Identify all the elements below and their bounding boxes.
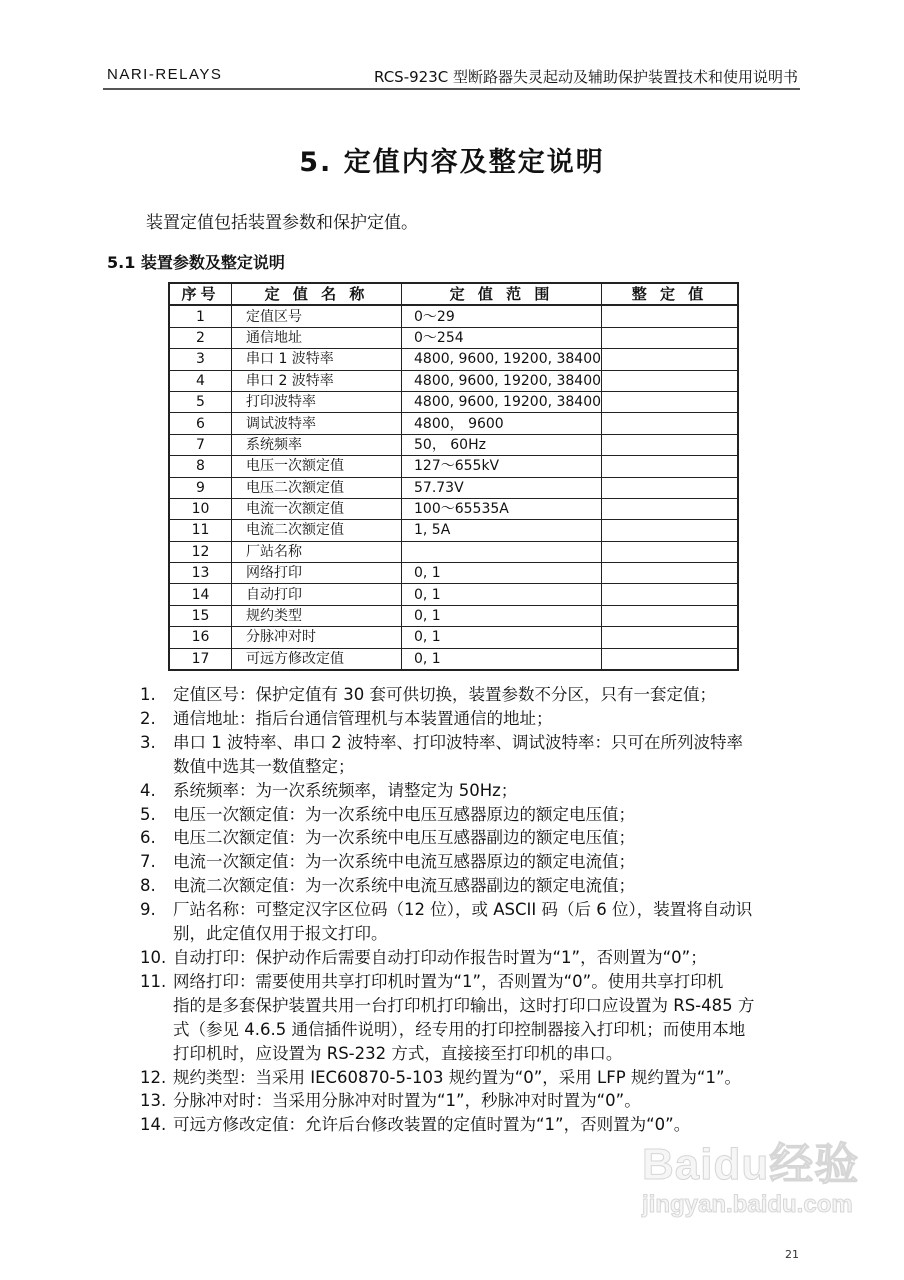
note-text-line: 别，此定值仅用于报文打印。 bbox=[173, 924, 388, 944]
note-item bbox=[140, 826, 754, 850]
note-text-line: 通信地址：指后台通信管理机与本装置通信的地址； bbox=[173, 708, 553, 728]
setting-value bbox=[602, 541, 738, 562]
note-number: 12. bbox=[140, 1067, 167, 1087]
setting-value bbox=[602, 627, 738, 648]
row-number: 3 bbox=[169, 349, 232, 370]
note-item bbox=[140, 850, 754, 874]
table-row bbox=[169, 584, 738, 605]
note-item bbox=[140, 898, 754, 946]
note-number: 1. bbox=[140, 685, 156, 704]
note-number: 14. bbox=[140, 1115, 167, 1135]
setting-name: 自动打印 bbox=[232, 584, 402, 605]
setting-value bbox=[602, 520, 738, 541]
header-divider bbox=[103, 88, 800, 90]
note-text bbox=[173, 803, 635, 827]
note-text bbox=[173, 731, 743, 779]
column-header: 序号 bbox=[169, 283, 232, 305]
setting-value bbox=[602, 391, 738, 412]
setting-value bbox=[602, 370, 738, 391]
row-number: 12 bbox=[169, 541, 232, 562]
column-header: 定 值 范 围 bbox=[402, 283, 602, 305]
row-number: 4 bbox=[169, 370, 232, 391]
setting-name: 定值区号 bbox=[232, 305, 402, 327]
watermark-url: jingyan.baidu.com bbox=[642, 1190, 853, 1218]
note-number: 9. bbox=[140, 900, 156, 920]
setting-range: 0～254 bbox=[402, 327, 602, 348]
note-number: 11. bbox=[140, 971, 167, 991]
note-text-line: 打印机时，应设置为 RS-232 方式，直接接至打印机的串口。 bbox=[173, 1043, 623, 1063]
note-text-line: 电流一次额定值：为一次系统中电流互感器原边的额定电流值； bbox=[173, 852, 635, 872]
note-number: 10. bbox=[140, 947, 167, 967]
row-number: 8 bbox=[169, 456, 232, 477]
note-text-line: 电压二次额定值：为一次系统中电压互感器副边的额定电压值； bbox=[173, 828, 635, 848]
intro-paragraph: 装置定值包括装置参数和保护定值。 bbox=[146, 213, 418, 233]
note-item bbox=[140, 1066, 754, 1090]
note-text bbox=[173, 707, 553, 731]
note-text-line: 电流二次额定值：为一次系统中电流互感器副边的额定电流值； bbox=[173, 876, 635, 896]
note-item bbox=[140, 707, 754, 731]
setting-name: 电压二次额定值 bbox=[232, 477, 402, 498]
column-header: 整 定 值 bbox=[602, 283, 738, 305]
note-number: 8. bbox=[140, 876, 156, 896]
setting-range: 0, 1 bbox=[402, 563, 602, 584]
chapter-title: 5. 定值内容及整定说明 bbox=[299, 147, 605, 178]
note-text-line: 式（参见 4.6.5 通信插件说明），经专用的打印控制器接入打印机；而使用本地 bbox=[173, 1019, 746, 1039]
setting-range: 0, 1 bbox=[402, 648, 602, 670]
note-text bbox=[173, 874, 635, 898]
table-row bbox=[169, 648, 738, 670]
notes-list bbox=[140, 683, 754, 1137]
row-number: 2 bbox=[169, 327, 232, 348]
note-item bbox=[140, 683, 754, 707]
setting-name: 通信地址 bbox=[232, 327, 402, 348]
setting-name: 系统频率 bbox=[232, 434, 402, 455]
note-text-line: 串口 1 波特率、串口 2 波特率、打印波特率、调试波特率：只可在所列波特率 bbox=[173, 732, 743, 752]
table-row bbox=[169, 541, 738, 562]
setting-range: 0, 1 bbox=[402, 584, 602, 605]
note-text-line: 厂站名称：可整定汉字区位码（12 位），或 ASCII 码（后 6 位），装置将自动识 bbox=[173, 900, 753, 920]
note-item bbox=[140, 1089, 754, 1113]
setting-value bbox=[602, 434, 738, 455]
note-text bbox=[173, 1113, 690, 1137]
note-text-line: 系统频率：为一次系统频率，请整定为 50Hz； bbox=[173, 780, 518, 800]
note-text bbox=[173, 826, 635, 850]
note-text-line: 规约类型：当采用 IEC60870-5-103 规约置为“0”，采用 LFP 规约置为“1”。 bbox=[173, 1067, 742, 1087]
note-number: 2. bbox=[140, 708, 156, 728]
setting-value bbox=[602, 349, 738, 370]
row-number: 16 bbox=[169, 627, 232, 648]
setting-value bbox=[602, 305, 738, 327]
row-number: 17 bbox=[169, 648, 232, 670]
setting-value bbox=[602, 477, 738, 498]
setting-range: 100～65535A bbox=[402, 498, 602, 519]
setting-value bbox=[602, 584, 738, 605]
row-number: 9 bbox=[169, 477, 232, 498]
baidu-watermark-logo bbox=[642, 1140, 859, 1218]
note-item bbox=[140, 803, 754, 827]
row-number: 15 bbox=[169, 605, 232, 626]
table-row bbox=[169, 520, 738, 541]
note-text-line: 网络打印：需要使用共享打印机时置为“1”，否则置为“0”。使用共享打印机 bbox=[173, 971, 724, 991]
note-text bbox=[173, 1089, 641, 1113]
row-number: 11 bbox=[169, 520, 232, 541]
setting-name: 调试波特率 bbox=[232, 413, 402, 434]
table-row bbox=[169, 370, 738, 391]
note-number: 3. bbox=[140, 732, 156, 752]
table-row bbox=[169, 563, 738, 584]
setting-range: 127～655kV bbox=[402, 456, 602, 477]
setting-value bbox=[602, 498, 738, 519]
note-text bbox=[173, 970, 754, 1066]
note-number: 5. bbox=[140, 804, 156, 824]
setting-name: 电流二次额定值 bbox=[232, 520, 402, 541]
note-number: 6. bbox=[140, 828, 156, 848]
setting-range: 4800, 9600, 19200, 38400 bbox=[402, 370, 602, 391]
page-number: 21 bbox=[785, 1248, 799, 1261]
note-item bbox=[140, 1113, 754, 1137]
setting-range bbox=[402, 541, 602, 562]
table-row bbox=[169, 413, 738, 434]
note-text bbox=[173, 850, 635, 874]
table-row bbox=[169, 477, 738, 498]
setting-range: 4800, 9600, 19200, 38400 bbox=[402, 391, 602, 412]
note-item bbox=[140, 874, 754, 898]
row-number: 7 bbox=[169, 434, 232, 455]
note-text-line: 分脉冲对时：当采用分脉冲对时置为“1”，秒脉冲对时置为“0”。 bbox=[173, 1091, 641, 1111]
note-item bbox=[140, 731, 754, 779]
column-header: 定 值 名 称 bbox=[232, 283, 402, 305]
row-number: 5 bbox=[169, 391, 232, 412]
header-org: NARI-RELAYS bbox=[107, 66, 223, 83]
table-row bbox=[169, 627, 738, 648]
setting-name: 厂站名称 bbox=[232, 541, 402, 562]
table-row bbox=[169, 456, 738, 477]
header-doc-title: RCS-923C 型断路器失灵起动及辅助保护装置技术和使用说明书 bbox=[374, 68, 798, 86]
row-number: 13 bbox=[169, 563, 232, 584]
note-text-line: 自动打印：保护动作后需要自动打印动作报告时置为“1”，否则置为“0”； bbox=[173, 947, 707, 967]
table-row bbox=[169, 349, 738, 370]
row-number: 14 bbox=[169, 584, 232, 605]
setting-name: 串口 1 波特率 bbox=[232, 349, 402, 370]
row-number: 1 bbox=[169, 305, 232, 327]
setting-name: 规约类型 bbox=[232, 605, 402, 626]
setting-range: 0, 1 bbox=[402, 605, 602, 626]
note-item bbox=[140, 970, 754, 1066]
row-number: 6 bbox=[169, 413, 232, 434]
table-row bbox=[169, 305, 738, 327]
note-number: 4. bbox=[140, 780, 156, 800]
setting-value bbox=[602, 456, 738, 477]
setting-name: 分脉冲对时 bbox=[232, 627, 402, 648]
table-row bbox=[169, 605, 738, 626]
table-row bbox=[169, 434, 738, 455]
setting-value bbox=[602, 605, 738, 626]
setting-value bbox=[602, 563, 738, 584]
table-row bbox=[169, 391, 738, 412]
setting-range: 4800, 9600, 19200, 38400 bbox=[402, 349, 602, 370]
note-text bbox=[173, 779, 517, 803]
setting-name: 电压一次额定值 bbox=[232, 456, 402, 477]
note-text-line: 电压一次额定值：为一次系统中电压互感器原边的额定电压值； bbox=[173, 804, 635, 824]
table-row bbox=[169, 327, 738, 348]
table-row bbox=[169, 498, 738, 519]
note-text bbox=[173, 683, 716, 707]
setting-name: 串口 2 波特率 bbox=[232, 370, 402, 391]
setting-value bbox=[602, 327, 738, 348]
parameter-table bbox=[168, 282, 739, 671]
note-item bbox=[140, 779, 754, 803]
setting-range: 57.73V bbox=[402, 477, 602, 498]
setting-range: 4800， 9600 bbox=[402, 413, 602, 434]
note-item bbox=[140, 946, 754, 970]
table-header-row bbox=[169, 283, 738, 305]
setting-value bbox=[602, 648, 738, 670]
note-text bbox=[173, 946, 707, 970]
note-text bbox=[173, 1066, 741, 1090]
note-text-line: 可远方修改定值：允许后台修改装置的定值时置为“1”，否则置为“0”。 bbox=[173, 1115, 691, 1135]
setting-name: 网络打印 bbox=[232, 563, 402, 584]
note-number: 13. bbox=[140, 1091, 167, 1111]
setting-name: 电流一次额定值 bbox=[232, 498, 402, 519]
setting-value bbox=[602, 413, 738, 434]
setting-range: 0, 1 bbox=[402, 627, 602, 648]
setting-range: 50， 60Hz bbox=[402, 434, 602, 455]
section-heading: 5.1 装置参数及整定说明 bbox=[107, 253, 285, 272]
setting-range: 0～29 bbox=[402, 305, 602, 327]
note-text bbox=[173, 898, 752, 946]
row-number: 10 bbox=[169, 498, 232, 519]
setting-range: 1, 5A bbox=[402, 520, 602, 541]
note-text-line: 指的是多套保护装置共用一台打印机打印输出，这时打印口应设置为 RS-485 方 bbox=[173, 995, 755, 1015]
note-number: 7. bbox=[140, 852, 156, 872]
watermark-logo-text: Baidu经验 bbox=[642, 1140, 860, 1189]
note-text-line: 定值区号：保护定值有 30 套可供切换，装置参数不分区，只有一套定值； bbox=[173, 685, 716, 704]
setting-name: 可远方修改定值 bbox=[232, 648, 402, 670]
setting-name: 打印波特率 bbox=[232, 391, 402, 412]
note-text-line: 数值中选其一数值整定； bbox=[173, 756, 355, 776]
